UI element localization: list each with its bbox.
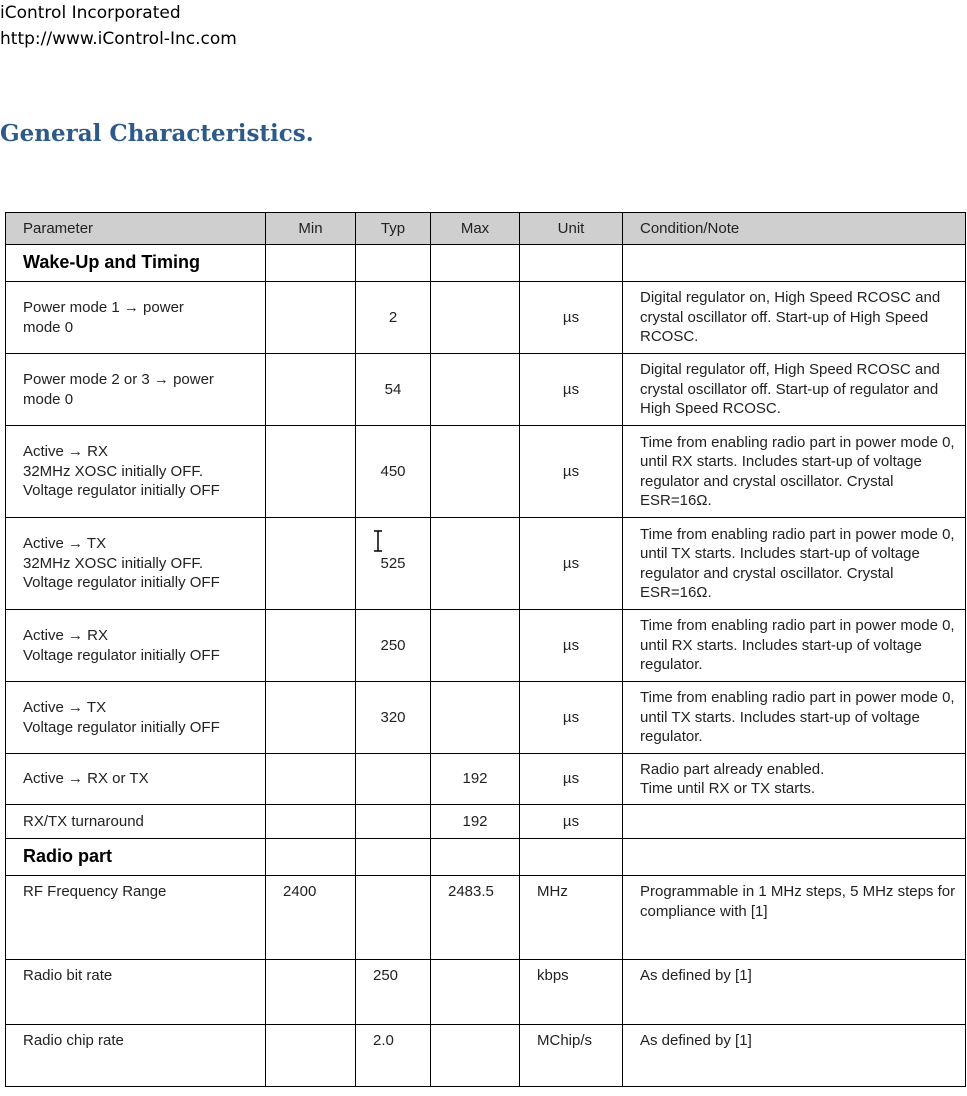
max-cell bbox=[431, 610, 520, 682]
unit-cell: µs bbox=[520, 282, 623, 354]
min-cell bbox=[266, 682, 356, 754]
max-cell bbox=[431, 518, 520, 610]
table-row bbox=[6, 876, 966, 960]
unit-cell: µs bbox=[520, 354, 623, 426]
note-cell: Time from enabling radio part in power mode 0, until RX starts. Includes start-up of voltage regulator and crystal oscillator. Crystal ESR=16Ω. bbox=[623, 426, 966, 518]
typ-cell: 450 bbox=[356, 426, 431, 518]
note-cell bbox=[623, 805, 966, 839]
note-cell: Digital regulator off, High Speed RCOSC and crystal oscillator off. Start-up of regulator and High Speed RCOSC. bbox=[623, 354, 966, 426]
unit-cell: µs bbox=[520, 610, 623, 682]
max-cell bbox=[431, 682, 520, 754]
table-row bbox=[6, 754, 966, 805]
unit-cell: MChip/s bbox=[520, 1025, 623, 1087]
column-header: Parameter bbox=[6, 213, 266, 245]
section-label: Wake-Up and Timing bbox=[6, 245, 266, 282]
unit-cell: µs bbox=[520, 805, 623, 839]
section-row bbox=[6, 245, 966, 282]
column-header: Condition/Note bbox=[623, 213, 966, 245]
param-cell: RX/TX turnaround bbox=[6, 805, 266, 839]
table-row bbox=[6, 426, 966, 518]
section-heading: General Characteristics. bbox=[0, 120, 314, 147]
typ-cell bbox=[356, 754, 431, 805]
typ-cell: 525 bbox=[356, 518, 431, 610]
unit-cell: MHz bbox=[520, 876, 623, 960]
note-cell: Programmable in 1 MHz steps, 5 MHz steps for compliance with [1] bbox=[623, 876, 966, 960]
min-cell bbox=[266, 960, 356, 1025]
max-cell: 192 bbox=[431, 754, 520, 805]
table-row bbox=[6, 805, 966, 839]
typ-cell bbox=[356, 805, 431, 839]
param-cell: Active → RX 32MHz XOSC initially OFF. Voltage regulator initially OFF bbox=[6, 426, 266, 518]
max-cell bbox=[431, 282, 520, 354]
column-header: Unit bbox=[520, 213, 623, 245]
param-cell: Active → RX or TX bbox=[6, 754, 266, 805]
param-cell: Active → TX Voltage regulator initially OFF bbox=[6, 682, 266, 754]
typ-cell bbox=[356, 876, 431, 960]
typ-cell: 2.0 bbox=[356, 1025, 431, 1087]
unit-cell: µs bbox=[520, 518, 623, 610]
table-header-row bbox=[6, 213, 966, 245]
note-cell: Digital regulator on, High Speed RCOSC and crystal oscillator off. Start-up of High Speed RCOSC. bbox=[623, 282, 966, 354]
unit-cell: µs bbox=[520, 682, 623, 754]
table-row bbox=[6, 1025, 966, 1087]
section-row bbox=[6, 839, 966, 876]
unit-cell: µs bbox=[520, 426, 623, 518]
typ-cell: 54 bbox=[356, 354, 431, 426]
min-cell bbox=[266, 354, 356, 426]
min-cell bbox=[266, 805, 356, 839]
typ-cell: 250 bbox=[356, 960, 431, 1025]
param-cell: Power mode 1 → power mode 0 bbox=[6, 282, 266, 354]
param-cell: RF Frequency Range bbox=[6, 876, 266, 960]
max-cell: 192 bbox=[431, 805, 520, 839]
table-row bbox=[6, 354, 966, 426]
max-cell bbox=[431, 426, 520, 518]
document-header bbox=[0, 0, 237, 52]
max-cell: 2483.5 bbox=[431, 876, 520, 960]
typ-cell: 250 bbox=[356, 610, 431, 682]
min-cell bbox=[266, 518, 356, 610]
max-cell bbox=[431, 354, 520, 426]
table-row bbox=[6, 282, 966, 354]
note-cell: As defined by [1] bbox=[623, 1025, 966, 1087]
characteristics-table bbox=[5, 212, 966, 1087]
column-header: Max bbox=[431, 213, 520, 245]
min-cell bbox=[266, 1025, 356, 1087]
min-cell bbox=[266, 282, 356, 354]
max-cell bbox=[431, 960, 520, 1025]
max-cell bbox=[431, 1025, 520, 1087]
note-cell: Time from enabling radio part in power mode 0, until TX starts. Includes start-up of voltage regulator and crystal oscillator. Crystal ESR=16Ω. bbox=[623, 518, 966, 610]
company-name: iControl Incorporated bbox=[0, 3, 181, 23]
min-cell bbox=[266, 426, 356, 518]
section-label: Radio part bbox=[6, 839, 266, 876]
unit-cell: kbps bbox=[520, 960, 623, 1025]
note-cell: Time from enabling radio part in power mode 0, until RX starts. Includes start-up of voltage regulator. bbox=[623, 610, 966, 682]
text-cursor-icon bbox=[372, 530, 384, 552]
param-cell: Active → TX 32MHz XOSC initially OFF. Voltage regulator initially OFF bbox=[6, 518, 266, 610]
table-row bbox=[6, 960, 966, 1025]
note-cell: Radio part already enabled. Time until RX or TX starts. bbox=[623, 754, 966, 805]
column-header: Typ bbox=[356, 213, 431, 245]
min-cell bbox=[266, 610, 356, 682]
table-row bbox=[6, 682, 966, 754]
note-cell: As defined by [1] bbox=[623, 960, 966, 1025]
param-cell: Radio bit rate bbox=[6, 960, 266, 1025]
param-cell: Active → RX Voltage regulator initially OFF bbox=[6, 610, 266, 682]
param-cell: Power mode 2 or 3 → power mode 0 bbox=[6, 354, 266, 426]
table-row bbox=[6, 610, 966, 682]
company-url: http://www.iControl-Inc.com bbox=[0, 29, 237, 49]
min-cell bbox=[266, 754, 356, 805]
column-header: Min bbox=[266, 213, 356, 245]
typ-cell: 320 bbox=[356, 682, 431, 754]
typ-cell: 2 bbox=[356, 282, 431, 354]
note-cell: Time from enabling radio part in power mode 0, until TX starts. Includes start-up of voltage regulator. bbox=[623, 682, 966, 754]
min-cell: 2400 bbox=[266, 876, 356, 960]
table-row bbox=[6, 518, 966, 610]
unit-cell: µs bbox=[520, 754, 623, 805]
param-cell: Radio chip rate bbox=[6, 1025, 266, 1087]
